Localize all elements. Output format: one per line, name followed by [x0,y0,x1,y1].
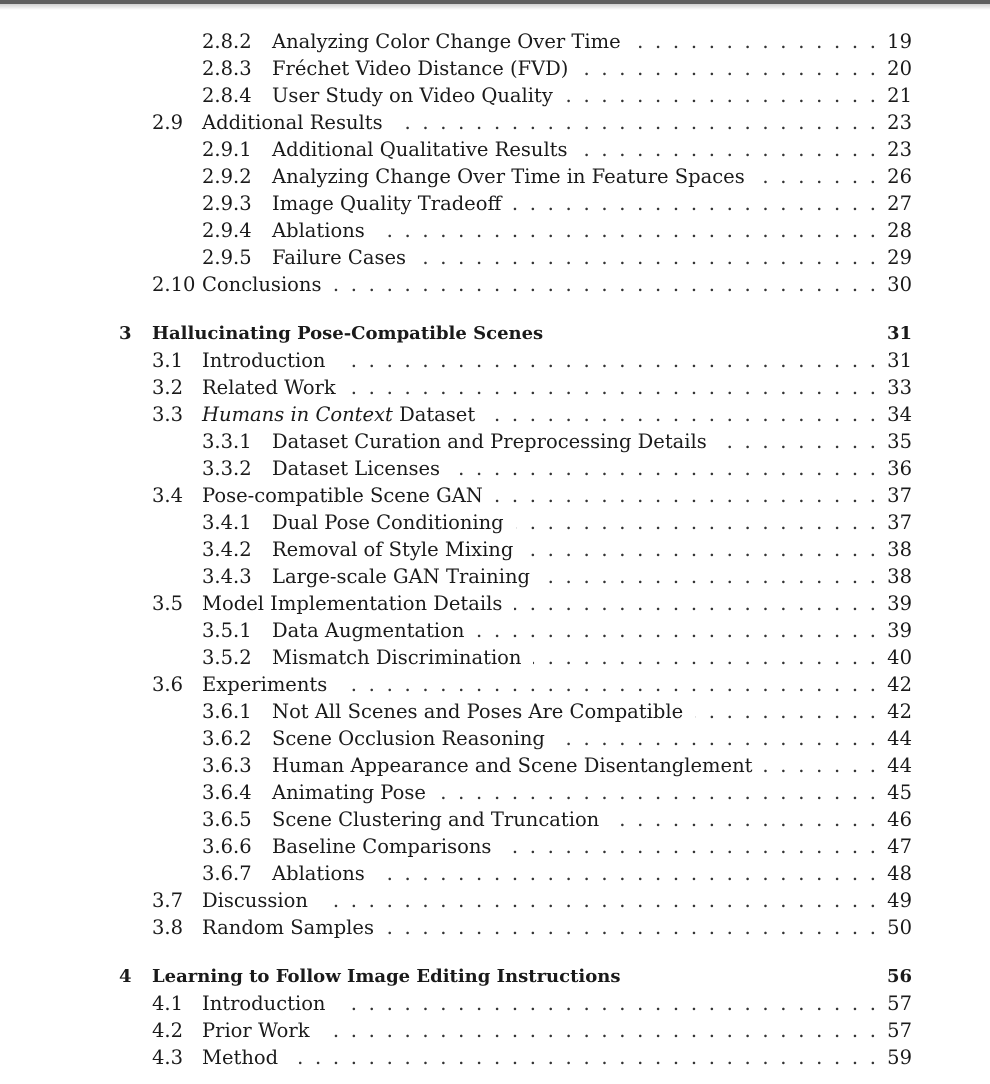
toc-subsection-entry[interactable] [0,536,990,563]
toc-subsection-entry[interactable] [0,428,990,455]
toc-section-entry[interactable] [0,401,990,428]
toc-entry-number: 2.9.3 [202,192,252,215]
toc-section-entry[interactable] [0,671,990,698]
toc-entry-number: 2.9.1 [202,138,252,161]
toc-entry-title: Prior Work [202,1019,310,1042]
toc-entry-title: Large-scale GAN Training [272,565,530,588]
toc-entry-title: Model Implementation Details [202,592,503,615]
toc-entry-number: 3.8 [152,916,184,939]
toc-subsection-entry[interactable] [0,190,990,217]
toc-entry-page: 23 [887,138,912,161]
toc-entry-title: Additional Results [202,111,383,134]
toc-entry-page: 39 [887,592,912,615]
toc-entry-page: 40 [887,646,912,669]
toc-entry-page: 44 [887,754,912,777]
toc-leader-dots [580,55,876,82]
toc-subsection-entry[interactable] [0,833,990,860]
toc-entry-title: Method [202,1046,279,1069]
toc-entry-number: 3.6 [152,673,184,696]
toc-entry-number: 3.2 [152,376,184,399]
toc-entry-number: 3.6.6 [202,835,252,858]
toc-section-entry[interactable] [0,590,990,617]
toc-subsection-entry[interactable] [0,644,990,671]
toc-leader-dots [611,806,876,833]
toc-entry-title: Random Samples [202,916,374,939]
toc-entry-number: 3.6.1 [202,700,252,723]
toc-entry-number: 2.9.2 [202,165,252,188]
toc-entry-number: 3.3 [152,403,184,426]
toc-entry-number: 2.9.5 [202,246,252,269]
toc-entry-number: 3.5.1 [202,619,252,642]
toc-entry-title: Fréchet Video Distance (FVD) [272,57,569,80]
toc-entry-title: Not All Scenes and Poses Are Compatible [272,700,684,723]
toc-leader-dots [438,779,876,806]
toc-entry-page: 31 [887,349,912,372]
toc-entry-page: 37 [887,511,912,534]
toc-leader-dots [514,590,876,617]
toc-entry-page: 57 [887,992,912,1015]
toc-leader-dots [495,482,876,509]
toc-entry-number: 3 [119,323,132,344]
toc-section-entry[interactable] [0,109,990,136]
toc-entry-title: Mismatch Discrimination [272,646,522,669]
toc-section-entry[interactable] [0,990,990,1017]
toc-subsection-entry[interactable] [0,725,990,752]
toc-subsection-entry[interactable] [0,28,990,55]
toc-subsection-entry[interactable] [0,806,990,833]
toc-section-entry[interactable] [0,914,990,941]
toc-entry-number: 4.3 [152,1046,184,1069]
toc-entry-number: 4 [119,966,132,987]
toc-entry-number: 4.1 [152,992,184,1015]
toc-entry-title: Data Augmentation [272,619,465,642]
toc-leader-dots [339,671,876,698]
toc-entry-title: Introduction [202,992,326,1015]
toc-leader-dots [557,725,876,752]
toc-entry-number: 3.6.2 [202,727,252,750]
toc-entry-number: 3.4.1 [202,511,252,534]
toc-entry-page: 48 [887,862,912,885]
toc-entry-number: 2.10 [152,273,196,296]
toc-entry-title: Introduction [202,349,326,372]
toc-entry-page: 20 [887,57,912,80]
toc-entry-page: 56 [886,966,912,987]
toc-entry-number: 2.9.4 [202,219,252,242]
toc-entry-title-rest: Dataset [392,403,476,426]
toc-entry-title: Analyzing Color Change Over Time [272,30,621,53]
toc-entry-page: 26 [887,165,912,188]
toc-section-entry[interactable] [0,482,990,509]
toc-entry-number: 2.8.3 [202,57,252,80]
toc-entry-page: 27 [887,192,912,215]
toc-leader-dots [719,428,876,455]
toc-entry-title: Conclusions [202,273,322,296]
toc-section-entry[interactable] [0,347,990,374]
toc-entry-number: 3.4 [152,484,184,507]
toc-section-entry[interactable] [0,1044,990,1071]
toc-leader-dots [580,136,876,163]
toc-section-entry[interactable] [0,374,990,401]
toc-entry-title: Ablations [272,862,365,885]
toc-section-entry[interactable] [0,887,990,914]
toc-subsection-entry[interactable] [0,860,990,887]
toc-entry-title: Related Work [202,376,336,399]
toc-entry-page: 59 [887,1046,912,1069]
toc-entry-title: Removal of Style Mixing [272,538,514,561]
toc-entry-page: 28 [887,219,912,242]
toc-subsection-entry[interactable] [0,698,990,725]
toc-entry-page: 29 [887,246,912,269]
toc-entry-number: 3.7 [152,889,184,912]
toc-leader-dots [516,509,876,536]
toc-subsection-entry[interactable] [0,163,990,190]
toc-entry-page: 37 [887,484,912,507]
toc-leader-dots [487,401,876,428]
toc-entry-title-italic: Humans in Context [202,403,393,426]
toc-leader-dots [757,163,876,190]
toc-leader-dots [633,28,876,55]
toc-entry-title [202,401,475,428]
toc-subsection-entry[interactable] [0,55,990,82]
toc-leader-dots [338,347,876,374]
toc-entry-title: Animating Pose [272,781,426,804]
toc-entry-number: 3.3.1 [202,430,252,453]
toc-entry-number: 4.2 [152,1019,184,1042]
toc-entry-title: Human Appearance and Scene Disentanglement [272,754,753,777]
toc-chapter-entry[interactable] [0,963,990,990]
toc-subsection-entry[interactable] [0,244,990,271]
toc-leader-dots [476,617,876,644]
toc-entry-number: 2.8.4 [202,84,252,107]
toc-subsection-entry[interactable] [0,82,990,109]
toc-entry-title: Learning to Follow Image Editing Instructions [152,966,621,987]
toc-entry-page: 19 [887,30,912,53]
toc-entry-title: Dataset Curation and Preprocessing Details [272,430,707,453]
toc-entry-page: 42 [887,673,912,696]
toc-entry-title: User Study on Video Quality [272,84,553,107]
toc-entry-page: 34 [887,403,912,426]
toc-entry-number: 3.5.2 [202,646,252,669]
toc-entry-page: 39 [887,619,912,642]
toc-subsection-entry[interactable] [0,779,990,806]
toc-entry-page: 30 [887,273,912,296]
toc-entry-page: 45 [887,781,912,804]
toc-entry-page: 36 [887,457,912,480]
toc-leader-dots [764,752,876,779]
toc-leader-dots [334,271,876,298]
toc-leader-dots [418,244,876,271]
toc-entry-page: 46 [887,808,912,831]
toc-subsection-entry[interactable] [0,509,990,536]
toc-entry-page: 38 [887,538,912,561]
toc-entry-page: 31 [886,323,912,344]
toc-leader-dots [695,698,876,725]
toc-entry-page: 35 [887,430,912,453]
toc-leader-dots [338,990,876,1017]
toc-entry-title: Scene Occlusion Reasoning [272,727,545,750]
toc-entry-page: 50 [887,916,912,939]
toc-entry-title: Failure Cases [272,246,407,269]
toc-entry-title: Hallucinating Pose-Compatible Scenes [152,323,544,344]
toc-entry-page: 44 [887,727,912,750]
toc-entry-number: 3.4.3 [202,565,252,588]
toc-entry-title: Baseline Comparisons [272,835,492,858]
toc-subsection-entry[interactable] [0,217,990,244]
toc-entry-page: 23 [887,111,912,134]
toc-entry-page: 33 [887,376,912,399]
toc-chapter-entry[interactable] [0,320,990,347]
toc-entry-number: 3.4.2 [202,538,252,561]
toc-subsection-entry[interactable] [0,455,990,482]
toc-entry-page: 49 [887,889,912,912]
toc-leader-dots [565,82,876,109]
toc-leader-dots [320,887,876,914]
toc-leader-dots [542,563,876,590]
toc-entry-title: Dual Pose Conditioning [272,511,504,534]
toc-leader-dots [386,914,876,941]
toc-leader-dots [513,190,876,217]
toc-entry-page: 47 [887,835,912,858]
toc-leader-dots [377,860,876,887]
toc-leader-dots [322,1017,876,1044]
toc-leader-dots [452,455,876,482]
toc-entry-number: 2.8.2 [202,30,252,53]
toc-entry-number: 3.3.2 [202,457,252,480]
toc-entry-number: 2.9 [152,111,184,134]
toc-entry-title: Experiments [202,673,328,696]
toc-entry-number: 3.6.7 [202,862,252,885]
toc-leader-dots [377,217,876,244]
toc-leader-dots [395,109,876,136]
toc-subsection-entry[interactable] [0,563,990,590]
toc-subsection-entry[interactable] [0,752,990,779]
toc-entry-number: 3.1 [152,349,184,372]
toc-entry-title: Ablations [272,219,365,242]
toc-entry-number: 3.5 [152,592,184,615]
toc-leader-dots [290,1044,876,1071]
toc-leader-dots [533,644,876,671]
toc-section-entry[interactable] [0,1017,990,1044]
toc-leader-dots [503,833,876,860]
toc-entry-title: Dataset Licenses [272,457,441,480]
toc-entry-number: 3.6.5 [202,808,252,831]
toc-entry-title: Image Quality Tradeoff [272,192,502,215]
toc-leader-dots [348,374,876,401]
toc-entry-title: Analyzing Change Over Time in Feature Spaces [272,165,745,188]
toc-section-entry[interactable] [0,271,990,298]
toc-leader-dots [525,536,876,563]
toc-entry-page: 21 [887,84,912,107]
toc-entry-title: Pose-compatible Scene GAN [202,484,483,507]
toc-subsection-entry[interactable] [0,617,990,644]
toc-entry-title: Discussion [202,889,308,912]
toc-subsection-entry[interactable] [0,136,990,163]
toc-entry-title: Additional Qualitative Results [272,138,568,161]
toc-entry-number: 3.6.4 [202,781,252,804]
toc-entry-page: 42 [887,700,912,723]
toc-entry-page: 38 [887,565,912,588]
toc-entry-title: Scene Clustering and Truncation [272,808,600,831]
toc-entry-number: 3.6.3 [202,754,252,777]
toc-entry-page: 57 [887,1019,912,1042]
